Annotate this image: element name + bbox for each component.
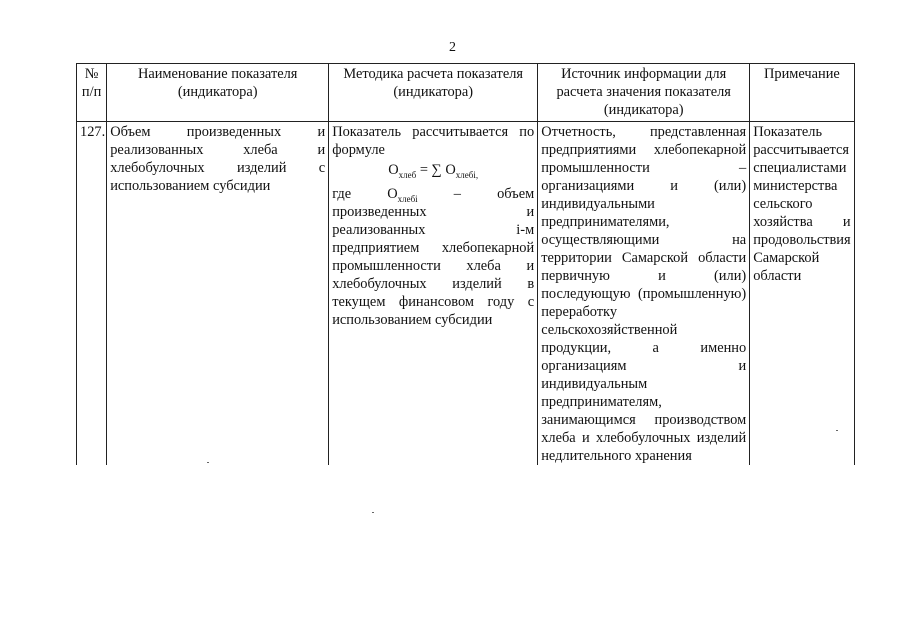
table-row xyxy=(77,122,855,466)
calculation-method xyxy=(329,122,538,466)
method-where: где О xyxy=(332,185,398,202)
scan-speck xyxy=(836,430,838,431)
formula-rhs-sub: хлебi, xyxy=(455,169,479,180)
formula-lhs: О xyxy=(388,162,399,178)
indicators-table xyxy=(76,63,855,465)
row-number: 127. xyxy=(77,122,107,466)
header-note: Примечание xyxy=(750,64,854,122)
header-method: Методика расчета показателя (индикатора) xyxy=(329,64,538,122)
header-num: № п/п xyxy=(77,64,107,122)
method-desc: – объем произведенных и реализованных i-м предприятием хлебопекарной промышленности хлеба и хлебобулочных изделий в текущем финансовом году с использованием субсидии xyxy=(332,185,535,328)
formula xyxy=(332,161,534,184)
method-intro: Показатель рассчитывается по формуле xyxy=(332,124,535,158)
page-number: 2 xyxy=(449,40,456,55)
information-source: Отчетность, представленная предприятиями хлебопекарной промышленности – организациями и (или) индивидуальными предпринимателями, осуществляющими на территории Самарской области первичную и (или) последующую (промышленную) переработку сельскохозяйственной продукции, а именно организациям и индивидуальным предпринимателям, занимающимся производством хлеба и хлебобулочных изделий недлительного хранения xyxy=(538,122,750,466)
scan-speck xyxy=(372,512,374,513)
header-source: Источник информации для расчета значения показателя (индикатора) xyxy=(538,64,750,122)
formula-lhs-sub: хлеб xyxy=(398,169,417,180)
indicator-name: Объем произведенных и реализованных хлеба и хлебобулочных изделий с использованием субсидии xyxy=(107,122,329,466)
formula-operator: = ∑ О xyxy=(416,162,456,178)
scan-speck xyxy=(207,462,209,463)
method-where-sub: хлебi xyxy=(397,193,418,204)
header-name: Наименование показателя (индикатора) xyxy=(107,64,329,122)
table-header-row xyxy=(77,64,855,122)
method-description xyxy=(332,185,534,329)
note: Показатель рассчитывается специалистами министерства сельского хозяйства и продовольствия Самарской области xyxy=(750,122,854,466)
